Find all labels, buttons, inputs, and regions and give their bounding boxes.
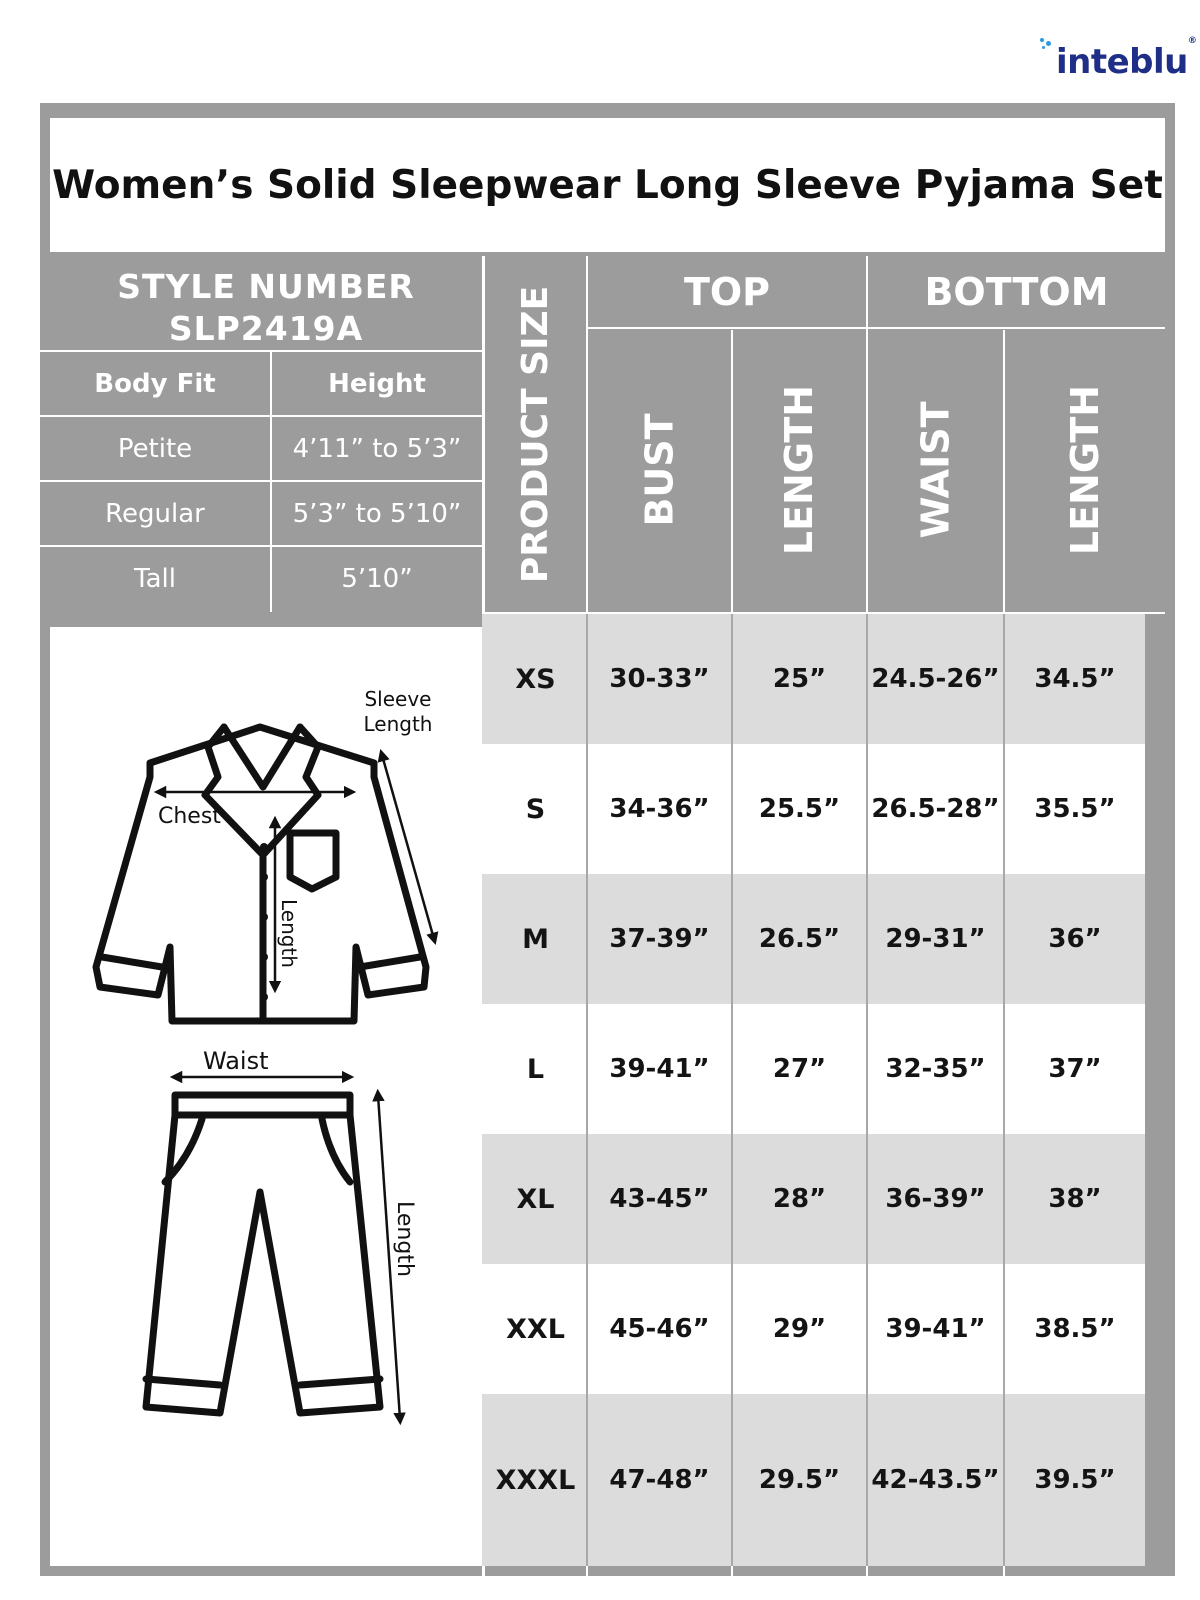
bottom-length-cell: 35.5” <box>1034 794 1116 824</box>
divider <box>731 614 733 1566</box>
bottom-length-cell: 39.5” <box>1034 1465 1116 1495</box>
bust-cell: 45-46” <box>609 1314 710 1344</box>
top-length-cell: 28” <box>772 1184 827 1214</box>
size-cell: XXL <box>506 1313 565 1345</box>
height-regular: 5’3” to 5’10” <box>292 498 462 529</box>
top-header: TOP <box>683 269 771 314</box>
bust-cell: 37-39” <box>609 924 710 954</box>
divider <box>586 614 588 1566</box>
top-length-cell: 27” <box>772 1054 827 1084</box>
divider <box>1003 614 1005 1566</box>
sleeve-label-2: Length <box>363 712 433 736</box>
waist-cell: 26.5-28” <box>871 794 1000 824</box>
top-length-cell: 25” <box>772 664 827 694</box>
waist-cell: 42-43.5” <box>871 1465 1000 1495</box>
bust-header: BUST <box>637 413 682 527</box>
divider <box>588 327 1165 329</box>
fit-tall: Tall <box>134 563 176 594</box>
size-cell: XXXL <box>495 1464 576 1496</box>
size-cell: XL <box>516 1183 555 1215</box>
bust-cell: 34-36” <box>609 794 710 824</box>
chest-label: Chest <box>158 804 221 829</box>
fit-petite: Petite <box>117 433 193 464</box>
page-title: Women’s Solid Sleepwear Long Sleeve Pyjama Set <box>52 162 1163 208</box>
style-number-header <box>40 256 492 360</box>
sleeve-label-1: Sleeve <box>364 687 432 711</box>
waist-cell: 29-31” <box>885 924 986 954</box>
pyjama-diagram-icon <box>50 627 492 1566</box>
size-cell: XS <box>515 663 556 695</box>
bottom-length-header: LENGTH <box>1063 384 1108 556</box>
bottom-length-cell: 38” <box>1048 1184 1102 1214</box>
height-tall: 5’10” <box>341 563 413 594</box>
size-cell: M <box>522 923 549 955</box>
brand-name: inteblu® <box>1056 35 1197 82</box>
waist-header: WAIST <box>913 401 958 539</box>
bust-cell: 39-41” <box>609 1054 710 1084</box>
waist-cell: 36-39” <box>885 1184 986 1214</box>
size-cell: L <box>526 1053 545 1085</box>
height-petite: 4’11” to 5’3” <box>292 433 462 464</box>
style-number-label: STYLE NUMBER <box>117 267 415 306</box>
top-length-cell: 25.5” <box>758 794 841 824</box>
body-fit-header: Body Fit <box>94 368 216 399</box>
waist-cell: 39-41” <box>885 1314 986 1344</box>
bottom-header: BOTTOM <box>924 269 1109 314</box>
brand-logo <box>1040 35 1197 88</box>
style-number-value: SLP2419A <box>168 309 364 348</box>
bottom-length-cell: 38.5” <box>1034 1314 1116 1344</box>
pant-length-label: Length <box>392 1201 417 1277</box>
logo-dots-icon <box>1040 38 1054 52</box>
garment-diagram <box>50 627 492 1566</box>
bust-cell: 43-45” <box>609 1184 710 1214</box>
top-length-cell: 29” <box>772 1314 827 1344</box>
bottom-length-cell: 36” <box>1048 924 1102 954</box>
bottom-length-cell: 34.5” <box>1034 664 1116 694</box>
fit-regular: Regular <box>105 498 205 529</box>
top-length-cell: 26.5” <box>758 924 841 954</box>
top-length-cell: 29.5” <box>758 1465 841 1495</box>
height-header: Height <box>328 368 426 399</box>
size-cell: S <box>525 793 546 825</box>
waist-label: Waist <box>203 1047 269 1075</box>
bust-cell: 30-33” <box>609 664 710 694</box>
title-box <box>50 118 1165 252</box>
bust-cell: 47-48” <box>609 1465 710 1495</box>
top-length-header: LENGTH <box>777 384 822 556</box>
divider <box>866 614 868 1566</box>
waist-cell: 32-35” <box>885 1054 986 1084</box>
product-size-header: PRODUCT SIZE <box>515 285 557 583</box>
waist-cell: 24.5-26” <box>871 664 1000 694</box>
shirt-length-label: Length <box>277 899 301 968</box>
bottom-length-cell: 37” <box>1048 1054 1102 1084</box>
